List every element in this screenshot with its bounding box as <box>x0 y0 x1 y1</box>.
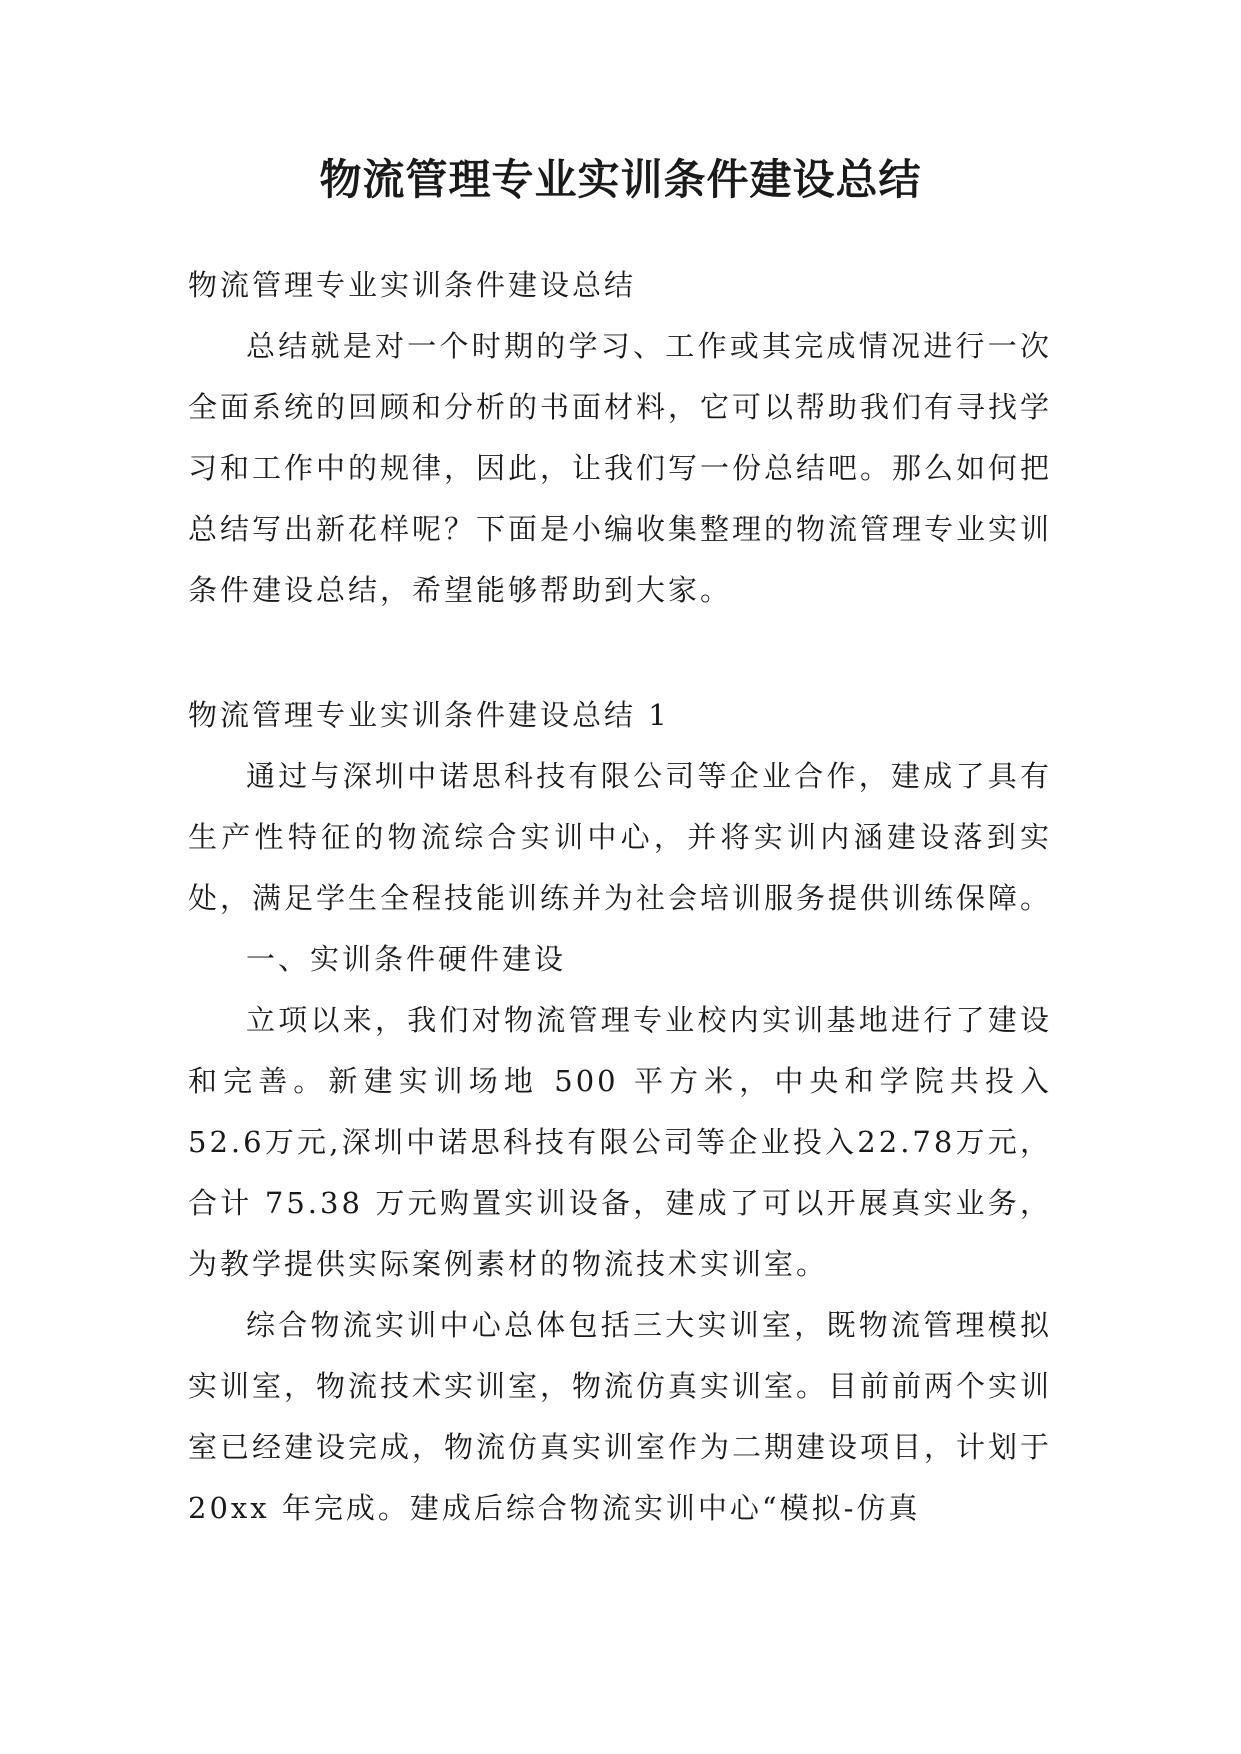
section-1 <box>188 685 1052 1539</box>
intro-paragraph: 总结就是对一个时期的学习、工作或其完成情况进行一次全面系统的回顾和分析的书面材料，它可以帮助我们有寻找学习和工作中的规律，因此，让我们写一份总结吧。那么如何把总结写出新花样呢？下面是小编收集整理的物流管理专业实训条件建设总结，希望能够帮助到大家。 <box>188 329 1053 607</box>
intro-heading: 物流管理专业实训条件建设总结 <box>188 268 637 302</box>
section-1-paragraph: 通过与深圳中诺思科技有限公司等企业合作，建成了具有生产性特征的物流综合实训中心，并将实训内涵建设落到实处，满足学生全程技能训练并为社会培训服务提供训练保障。 <box>188 759 1053 915</box>
section-1-paragraph: 综合物流实训中心总体包括三大实训室，既物流管理模拟实训室，物流技术实训室，物流仿真实训室。目前前两个实训室已经建设完成，物流仿真实训室作为二期建设项目，计划于 20xx 年完成。建成后综合物流实训中心“模拟-仿真 <box>188 1308 1053 1525</box>
document-title: 物流管理专业实训条件建设总结 <box>319 155 922 204</box>
section-1-paragraph: 立项以来，我们对物流管理专业校内实训基地进行了建设和完善。新建实训场地 500 平方米，中央和学院共投入 52.6万元,深圳中诺思科技有限公司等企业投入22.78万元，合计 75.38 万元购置实训设备，建成了可以开展真实业务，为教学提供实际案例素材的物流技术实训室。 <box>188 1003 1052 1281</box>
section-1-heading: 物流管理专业实训条件建设总结 1 <box>188 698 670 732</box>
intro-section <box>188 255 1052 621</box>
section-1-subheading-hardware: 一、实训条件硬件建设 <box>246 942 567 976</box>
